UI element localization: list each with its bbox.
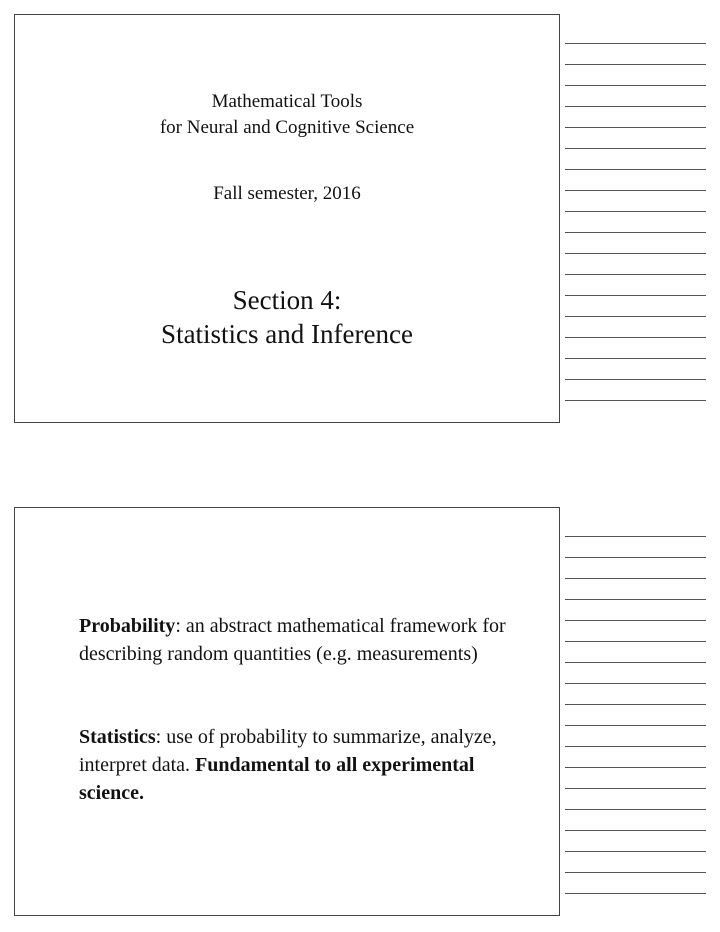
note-line — [565, 704, 706, 725]
probability-paragraph — [79, 612, 519, 668]
note-line — [565, 316, 706, 337]
note-line — [565, 620, 706, 641]
note-line — [565, 43, 706, 64]
note-line — [565, 85, 706, 106]
note-line — [565, 851, 706, 872]
note-line — [565, 232, 706, 253]
section-title-line-2: Statistics and Inference — [161, 319, 413, 349]
note-line — [565, 127, 706, 148]
note-line — [565, 893, 706, 914]
note-line — [565, 641, 706, 662]
note-line — [565, 106, 706, 127]
note-line — [565, 662, 706, 683]
notes-lines-1 — [565, 43, 706, 421]
note-line — [565, 190, 706, 211]
statistics-term: Statistics — [79, 726, 156, 748]
note-line — [565, 725, 706, 746]
note-line — [565, 599, 706, 620]
statistics-emphasis: Fundamental to all experimental science. — [79, 754, 475, 804]
note-line — [565, 64, 706, 85]
note-line — [565, 578, 706, 599]
section-title-line-1: Section 4: — [232, 285, 342, 315]
note-line — [565, 274, 706, 295]
note-line — [565, 379, 706, 400]
statistics-paragraph — [79, 723, 519, 807]
note-line — [565, 148, 706, 169]
note-line — [565, 400, 706, 421]
probability-definition: : an abstract mathematical framework for describing random quantities (e.g. measurements) — [79, 615, 506, 665]
note-line — [565, 211, 706, 232]
note-line — [565, 253, 706, 274]
note-line — [565, 358, 706, 379]
note-line — [565, 683, 706, 704]
course-title-line-1: Mathematical Tools — [211, 91, 363, 112]
note-line — [565, 337, 706, 358]
note-line — [565, 872, 706, 893]
slide-1 — [14, 14, 560, 423]
section-title — [15, 283, 559, 351]
probability-term: Probability — [79, 615, 176, 637]
course-title-line-2: for Neural and Cognitive Science — [159, 117, 415, 138]
statistics-definition: : use of probability to summarize, analyze, interpret data. — [79, 726, 497, 776]
note-line — [565, 295, 706, 316]
course-title — [15, 89, 559, 141]
note-line — [565, 767, 706, 788]
note-line — [565, 809, 706, 830]
semester-label: Fall semester, 2016 — [213, 183, 361, 204]
notes-lines-2 — [565, 536, 706, 914]
note-line — [565, 746, 706, 767]
note-line — [565, 536, 706, 557]
slide-2 — [14, 507, 560, 916]
note-line — [565, 830, 706, 851]
note-line — [565, 557, 706, 578]
note-line — [565, 788, 706, 809]
note-line — [565, 169, 706, 190]
